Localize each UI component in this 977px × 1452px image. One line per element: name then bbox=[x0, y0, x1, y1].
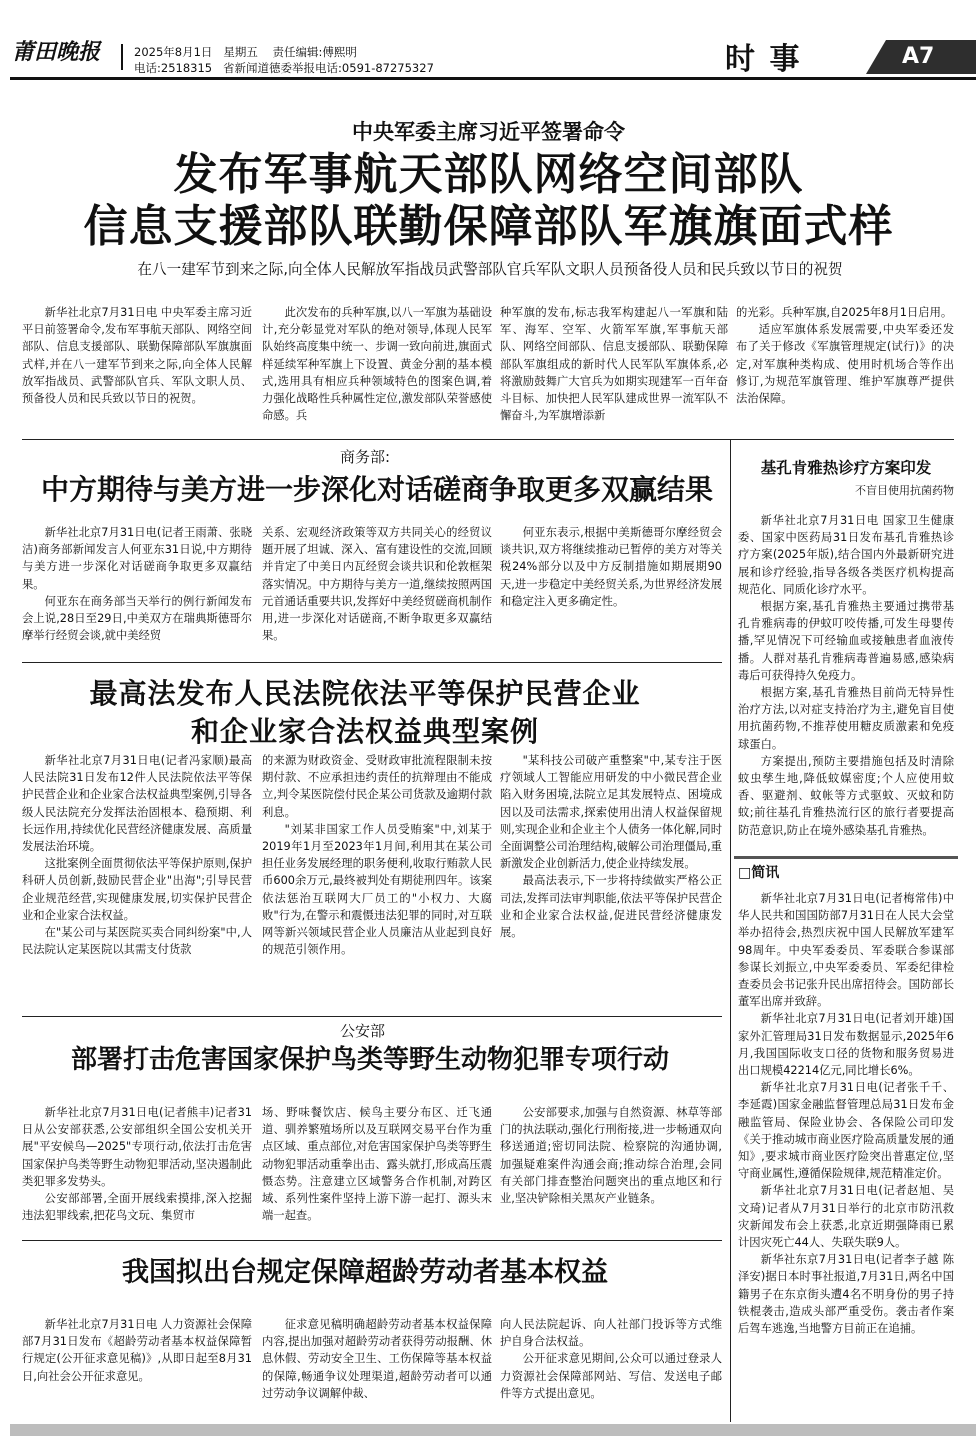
commerce-kicker: 商务部: bbox=[340, 448, 391, 466]
lead-col-4-text-b: 适应军旗体系发展需要,中央军委还发布了关于修改《军旗管理规定(试行)》的决定,对军旗种类构成、使用时机场合等作出修订,为规范军旗管理、维护军旗尊严提供法治保障。 bbox=[736, 323, 954, 406]
medical-text-1: 新华社北京7月31日电 国家卫生健康委、国家中医药局31日发布基孔肯雅热诊疗方案(2025年版),结合国内外最新研究进展和诊疗经验,指导各级各类医疗机构提高规范化、同质化诊疗水平。 bbox=[738, 514, 954, 596]
labor-col-1 bbox=[22, 1316, 252, 1385]
right-column-rule bbox=[730, 440, 731, 1422]
court-col-2-text-b: "刘某非国家工作人员受贿案"中,刘某于2019年1月至2023年1月间,利用其在某公司担任业务发展经理的职务便利,收取行贿款人民币600余万元,最终被判处有期徒刑四年。该案依法惩治互联网大厂员工的"小权力、大腐败"行为,在警示和震慑违法犯罪的同时,对互联网等新兴领域民营企业人员廉洁从业起到良好的规范引领作用。 bbox=[262, 822, 492, 957]
police-bottom-rule bbox=[22, 1240, 722, 1241]
brief-item-2: 新华社北京7月31日电(记者刘开雄)国家外汇管理局31日发布数据显示,2025年6月,我国国际收支口径的货物和服务贸易进出口规模42214亿元,同比增长6%。 bbox=[738, 1012, 954, 1078]
labor-col-1-text: 新华社北京7月31日电 人力资源社会保障部7月31日发布《超龄劳动者基本权益保障暂行规定(公开征求意见稿)》,从即日起至8月31日,向社会公开征求意见。 bbox=[22, 1318, 252, 1383]
medical-headline: 基孔肯雅热诊疗方案印发 bbox=[760, 459, 932, 477]
masthead-rule bbox=[10, 77, 976, 80]
commerce-headline: 中方期待与美方进一步深化对话磋商争取更多双赢结果 bbox=[40, 473, 713, 506]
brief-item-4: 新华社北京7月31日电(记者赵旭、吴文琦)记者从7月31日举行的北京市防汛救灾新闻发布会上获悉,北京近期强降雨已累计因灾死亡44人、失联失联9人。 bbox=[738, 1184, 954, 1250]
commerce-col-2 bbox=[262, 524, 492, 644]
police-col-2-text: 场、野味餐饮店、候鸟主要分布区、迁飞通道、驯养繁殖场所以及互联网交易平台作为重点区域、重点部位,对危害国家保护鸟类等野生动物犯罪活动重拳出击、露头就打,形成高压震慑态势。注意建立区域警务合作机制,对跨区域、系列性案件坚持上游下游一起打、源头末端一起查。 bbox=[262, 1106, 492, 1223]
lead-col-3-text: 种军旗的发布,标志我军构建起八一军旗和陆军、海军、空军、火箭军军旗,军事航天部队、网络空间部队、信息支援部队、联勤保障部队军旗组成的新时代人民军队军旗体系,必将激励鼓舞广大官兵为如期实现建军一百年奋斗目标、加快把人民军队建成世界一流军队不懈奋斗,为军旗增添新 bbox=[500, 306, 728, 423]
labor-col-2 bbox=[262, 1316, 492, 1402]
police-col-2 bbox=[262, 1104, 492, 1224]
court-col-3-text-b: 最高法表示,下一步将持续做实严格公正司法,发挥司法审判职能,依法平等保护民营企业和企业家合法权益,促进民营经济健康发展。 bbox=[500, 874, 722, 940]
briefs-heading: □简讯 bbox=[738, 865, 780, 881]
commerce-col-3 bbox=[500, 524, 722, 610]
labor-col-3-text-a: 向人民法院起诉、向人社部门投诉等方式维护自身合法权益。 bbox=[500, 1318, 722, 1349]
medical-text-4: 方案提出,预防主要措施包括及时清除蚊虫孳生地,降低蚊媒密度;个人应使用蚊香、驱避剂、蚊帐等方式驱蚊、灭蚊和防蚊;前往基孔肯雅热流行区的旅行者要提高防范意识,防止在境外感染基孔肯雅热。 bbox=[738, 754, 954, 837]
lead-col-1 bbox=[22, 304, 252, 407]
police-kicker: 公安部 bbox=[340, 1022, 386, 1040]
court-col-3-text-a: "某科技公司破产重整案"中,某专注于医疗领域人工智能应用研发的中小微民营企业陷入财务困境,法院立足其发展特点、困境成因以及司法需求,探索使用出清人权益保留规则,实现企业和企业主个人债务一体化解,同时全面调整公司治理结构,破解公司治理僵局,重新激发企业创新活力,使企业持续发展。 bbox=[500, 754, 722, 871]
masthead-date-line: 2025年8月1日 星期五 责任编辑:傅熙明 bbox=[134, 45, 357, 59]
lead-headline-line1: 发布军事航天部队网络空间部队 bbox=[173, 149, 804, 200]
court-col-2-text-a: 的来源为财政资金、受财政审批流程限制未按期付款、不应承担违约责任的抗辩理由不能成立,判令某医院偿付民企某公司货款及逾期付款利息。 bbox=[262, 754, 492, 819]
lead-col-4-text-a: 的光彩。兵种军旗,自2025年8月1日启用。 bbox=[736, 306, 953, 319]
lead-col-4 bbox=[736, 304, 954, 407]
brief-item-5: 新华社东京7月31日电(记者李子越 陈泽安)据日本时事社报道,7月31日,两名中国籍男子在东京街头遭4名不明身份的男子持铁棍袭击,造成头部严重受伤。袭击者作案后驾车逃逸,当地警方目前正在追捕。 bbox=[738, 1253, 954, 1336]
commerce-col-1-text-b: 何亚东在商务部当天举行的例行新闻发布会上说,28日至29日,中美双方在瑞典斯德哥尔摩举行经贸会谈,就中美经贸 bbox=[22, 594, 252, 643]
commerce-col-1 bbox=[22, 524, 252, 644]
lead-subtitle: 在八一建军节到来之际,向全体人民解放军指战员武警部队官兵军队文职人员预备役人员和民兵致以节日的祝贺 bbox=[137, 261, 843, 278]
court-bottom-rule bbox=[22, 1016, 722, 1017]
section-name: 时 事 bbox=[725, 42, 802, 77]
masthead-divider bbox=[121, 44, 123, 70]
medical-text-2: 根据方案,基孔肯雅热主要通过携带基孔肯雅病毒的伊蚊叮咬传播,可发生母婴传播,罕见情况下可经输血或接触患者血液传播。人群对基孔肯雅病毒普遍易感,感染病毒后可获得持久免疫力。 bbox=[738, 600, 954, 682]
page-number: A7 bbox=[902, 44, 935, 69]
court-headline-line1: 最高法发布人民法院依法平等保护民营企业 bbox=[89, 677, 641, 710]
brief-item-3: 新华社北京7月31日电(记者张千千、李延霞)国家金融监督管理总局31日发布金融监管局、保险业协会、各保险公司印发《关于推动城市商业医疗险高质量发展的通知》,要求城市商业医疗险突出普惠定位,坚守商业属性,遵循保险规律,规范精准定价。 bbox=[738, 1081, 954, 1181]
lead-headline-line2: 信息支援部队联勤保障部队军旗旗面式样 bbox=[83, 201, 894, 252]
masthead bbox=[0, 0, 977, 82]
police-col-1-text-b: 公安部部署,全面开展线索摸排,深入挖掘违法犯罪线索,把花鸟文玩、集贸市 bbox=[22, 1192, 252, 1223]
police-col-1-text-a: 新华社北京7月31日电(记者熊丰)记者31日从公安部获悉,公安部组织全国公安机关开展"平安候鸟—2025"专项行动,依法打击危害国家保护鸟类等野生动物犯罪活动,坚决遏制此类犯罪多发势头。 bbox=[22, 1106, 252, 1188]
labor-headline: 我国拟出台规定保障超龄劳动者基本权益 bbox=[122, 1257, 608, 1288]
brief-item-1: 新华社北京7月31日电(记者梅常伟)中华人民共和国国防部7月31日在人民大会堂举办招待会,热烈庆祝中国人民解放军建军98周年。中央军委委员、军委联合参谋部参谋长刘振立,中央军委委员、军委纪律检查委员会书记张升民出席招待会。国防部长董军出席并致辞。 bbox=[738, 892, 954, 1009]
lead-kicker: 中央军委主席习近平签署命令 bbox=[352, 120, 625, 144]
police-col-1 bbox=[22, 1104, 252, 1224]
court-col-1-text-a: 新华社北京7月31日电(记者冯家顺)最高人民法院31日发布12件人民法院依法平等保护民营企业和企业家合法权益典型案例,引导各级人民法院充分发挥法治固根本、稳预期、利长远作用,持续优化民营经济健康发展、高质量发展法治环境。 bbox=[22, 754, 252, 854]
court-col-1-text-c: 在"某公司与某医院买卖合同纠纷案"中,人民法院认定某医院以其需支付货款 bbox=[22, 926, 252, 957]
commerce-bottom-rule bbox=[22, 662, 722, 663]
court-col-1-text-b: 这批案例全面贯彻依法平等保护原则,保护科研人员创新,鼓励民营企业"出海";引导民营企业规范经营,实现健康发展,切实保护民营企业和企业家合法权益。 bbox=[22, 857, 252, 922]
commerce-col-2-text: 关系、宏观经济政策等双方共同关心的经贸议题开展了坦诚、深入、富有建设性的交流,回顾并肯定了中美日内瓦经贸会谈共识和伦敦框架落实情况。中方期待与美方一道,继续按照两国元首通话重要共识,发挥好中美经贸磋商机制作用,进一步深化对话磋商,不断争取更多双赢结果。 bbox=[262, 526, 492, 643]
police-headline: 部署打击危害国家保护鸟类等野生动物犯罪专项行动 bbox=[70, 1045, 669, 1075]
lead-bottom-rule bbox=[22, 439, 954, 440]
page-bottom-bar bbox=[10, 1424, 976, 1436]
lead-col-3 bbox=[500, 304, 728, 424]
court-col-2 bbox=[262, 752, 492, 958]
court-headline-line2: 和企业家合法权益典型案例 bbox=[190, 715, 539, 748]
court-col-3 bbox=[500, 752, 722, 941]
labor-col-3 bbox=[500, 1316, 722, 1402]
lead-col-2 bbox=[262, 304, 492, 424]
police-col-3-text: 公安部要求,加强与自然资源、林草等部门的执法联动,强化行刑衔接,进一步畅通双向移送通道;密切同法院、检察院的沟通协调,加强疑难案件沟通会商;推动综合治理,会同有关部门排查整治问题突出的重点地区和行业,坚决铲除相关黑灰产业链条。 bbox=[500, 1106, 722, 1206]
labor-col-3-text-b: 公开征求意见期间,公众可以通过登录人力资源社会保障部网站、写信、发送电子邮件等方式提出意见。 bbox=[500, 1352, 722, 1400]
briefs-body bbox=[738, 890, 954, 1337]
medical-text-3: 根据方案,基孔肯雅热目前尚无特异性治疗方法,以对症支持治疗为主,避免盲目使用抗菌药物,不推荐使用糖皮质激素和免疫球蛋白。 bbox=[738, 686, 954, 751]
commerce-col-3-text: 何亚东表示,根据中美斯德哥尔摩经贸会谈共识,双方将继续推动已暂停的美方对等关税24%部分以及中方反制措施如期展期90天,进一步稳定中美经贸关系,为世界经济发展和稳定注入更多确定性。 bbox=[500, 526, 722, 608]
commerce-col-1-text-a: 新华社北京7月31日电(记者王雨萧、张晓洁)商务部新闻发言人何亚东31日说,中方期待与美方进一步深化对话磋商争取更多双赢结果。 bbox=[22, 526, 252, 591]
court-col-1 bbox=[22, 752, 252, 958]
police-col-3 bbox=[500, 1104, 722, 1207]
medical-body bbox=[738, 512, 954, 839]
medical-subtitle: 不盲目使用抗菌药物 bbox=[855, 484, 954, 497]
labor-col-2-text: 征求意见稿明确超龄劳动者基本权益保障内容,提出加强对超龄劳动者获得劳动报酬、休息休假、劳动安全卫生、工伤保障等基本权益的保障,畅通争议处理渠道,超龄劳动者可以通过劳动争议调解仲裁、 bbox=[262, 1318, 492, 1400]
lead-col-2-text: 此次发布的兵种军旗,以八一军旗为基础设计,充分彰显党对军队的绝对领导,体现人民军队始终高度集中统一、步调一致向前进,旗面式样延续军种军旗上下设置、黄金分割的基本模式,选用具有相应兵种领域特色的图案色调,着力强化战略性兵种属性定位,激发部队荣誉感使命感。兵 bbox=[262, 306, 492, 423]
lead-col-1-text: 新华社北京7月31日电 中央军委主席习近平日前签署命令,发布军事航天部队、网络空间部队、信息支援部队、联勤保障部队军旗旗面式样,并在八一建军节到来之际,向全体人民解放军指战员、武警部队官兵、军队文职人员、预备役人员和民兵致以节日的祝贺。 bbox=[22, 306, 252, 406]
masthead-logo: 莆田晚报 bbox=[12, 39, 101, 65]
masthead-phone-line: 电话:2518315 省新闻道德委举报电话:0591-87275327 bbox=[134, 61, 434, 75]
